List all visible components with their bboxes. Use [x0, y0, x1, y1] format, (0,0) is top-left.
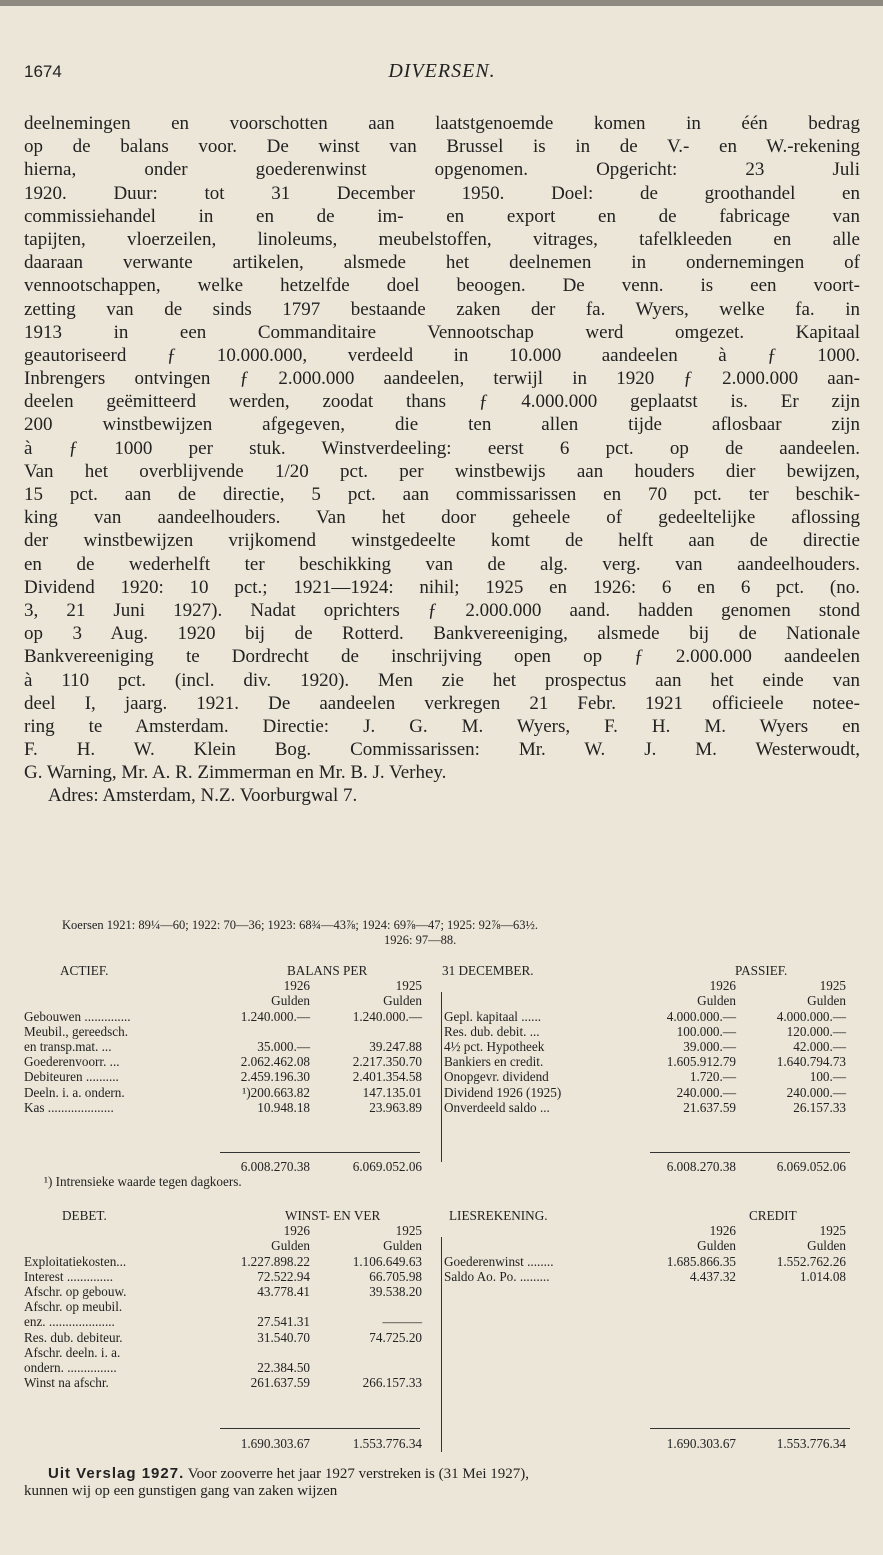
text-line: 15 pct. aan de directie, 5 pct. aan commissarissen en 70 pct. ter beschik- [24, 484, 860, 505]
report-line [24, 1465, 860, 1483]
row-label: en transp.mat. ... [24, 1038, 112, 1054]
text-line: Van het overblijvende 1/20 pct. per winstbewijs aan houders dier bewijzen, [24, 460, 860, 482]
row-label: Deeln. i. a. ondern. [24, 1084, 125, 1100]
unit-label: Gulden [383, 993, 422, 1009]
row-value: 240.000.— [786, 1084, 846, 1100]
text-line: 1913 in een Commanditaire Vennootschap werd omgezet. Kapitaal [24, 321, 860, 343]
pl-title-row [24, 1208, 860, 1223]
table-row [24, 1054, 860, 1069]
balance-title-row [24, 963, 860, 978]
row-label: enz. .................... [24, 1314, 115, 1330]
text-line: zetting van de sinds 1797 bestaande zaken der fa. Wyers, welke fa. in [24, 298, 860, 320]
total-value: 1.690.303.67 [666, 1436, 736, 1451]
unit-label: Gulden [807, 1238, 846, 1254]
balance-divider [441, 992, 442, 1162]
row-value: 26.157.33 [793, 1099, 846, 1115]
row-value: 1.240.000.— [352, 1008, 422, 1024]
text-line: king van aandeelhouders. Van het door geheele of gedeeltelijke aflossing [24, 507, 860, 529]
total-value: 6.069.052.06 [352, 1159, 422, 1174]
pl-title-part: WINST- EN VER [285, 1208, 381, 1223]
row-label: Bankiers en credit. [444, 1054, 544, 1070]
total-rule [220, 1152, 420, 1153]
row-value: 1.720.— [689, 1069, 736, 1085]
row-value: 39.538.20 [369, 1283, 422, 1299]
row-value: 147.135.01 [362, 1084, 422, 1100]
table-row [24, 1069, 860, 1084]
running-title: DIVERSEN. [388, 60, 496, 82]
year-label: 1926 [709, 1223, 736, 1239]
row-value: ¹)200.663.82 [242, 1084, 310, 1100]
row-label: Onopgevr. dividend [444, 1069, 549, 1085]
row-value: 72.522.94 [257, 1268, 310, 1284]
row-label: Saldo Ao. Po. ......... [444, 1268, 550, 1284]
text-line: F. H. W. Klein Bog. Commissarissen: Mr. W. J. M. Westerwoudt, [24, 739, 860, 761]
text-line: deelen geëmitteerd werden, zoodat thans ƒ 4.000.000 geplaatst is. Er zijn [24, 391, 860, 413]
price-history [62, 918, 852, 948]
unit-header-row [24, 993, 860, 1008]
row-value: 1.240.000.— [240, 1008, 310, 1024]
row-value: 1.685.866.35 [666, 1253, 736, 1269]
total-value: 6.008.270.38 [666, 1159, 736, 1174]
row-label: Onverdeeld saldo ... [444, 1099, 550, 1115]
year-label: 1925 [395, 978, 422, 994]
page-header [24, 60, 860, 90]
pl-totals [24, 1436, 860, 1451]
table-row [24, 1345, 860, 1360]
pl-title-part: LIESREKENING. [449, 1208, 548, 1223]
row-label: Winst na afschr. [24, 1375, 109, 1391]
text-line: op 3 Aug. 1920 bij de Rotterd. Bankvereeniging, alsmede bij de Nationale [24, 623, 860, 645]
row-value: 2.062.462.08 [240, 1054, 310, 1070]
row-value: 10.948.18 [257, 1099, 310, 1115]
table-row [24, 1269, 860, 1284]
table-row [24, 1009, 860, 1024]
total-value: 6.069.052.06 [776, 1159, 846, 1174]
row-value: 2.217.350.70 [352, 1054, 422, 1070]
row-value: 21.637.59 [683, 1099, 736, 1115]
report-lead: Uit Verslag 1927. [48, 1465, 185, 1482]
text-line: geautoriseerd ƒ 10.000.000, verdeeld in 10.000 aandeelen à ƒ 1000. [24, 344, 860, 366]
row-value: 240.000.— [676, 1084, 736, 1100]
row-value: 1.552.762.26 [776, 1253, 846, 1269]
unit-header-row [24, 1238, 860, 1253]
text-line: 200 winstbewijzen afgegeven, die ten allen tijde aflosbaar zijn [24, 414, 860, 436]
text-line: 1920. Duur: tot 31 December 1950. Doel: de groothandel en [24, 182, 860, 204]
year-label: 1926 [283, 978, 310, 994]
debet-heading: DEBET. [62, 1208, 107, 1223]
table-row [24, 1299, 860, 1314]
text-line: hierna, onder goederenwinst opgenomen. Opgericht: 23 Juli [24, 159, 860, 181]
year-header-row [24, 978, 860, 993]
row-value: 74.725.20 [369, 1329, 422, 1345]
row-value: 4.437.32 [689, 1268, 736, 1284]
actief-heading: ACTIEF. [60, 963, 109, 978]
year-label: 1925 [395, 1223, 422, 1239]
profit-loss-account [24, 1208, 860, 1390]
row-value: 1.605.912.79 [666, 1054, 736, 1070]
table-row [24, 1360, 860, 1375]
text-line: 3, 21 Juni 1927). Nadat oprichters ƒ 2.000.000 aand. hadden genomen stond [24, 599, 860, 621]
row-value: 4.000.000.— [776, 1008, 846, 1024]
row-value: 23.963.89 [369, 1099, 422, 1115]
row-label: Interest .............. [24, 1268, 113, 1284]
total-value: 1.553.776.34 [776, 1436, 846, 1451]
text-line: G. Warning, Mr. A. R. Zimmerman en Mr. B. J. Verhey. [24, 762, 447, 784]
row-value: 261.637.59 [250, 1375, 310, 1391]
row-value: 4.000.000.— [666, 1008, 736, 1024]
unit-label: Gulden [697, 1238, 736, 1254]
row-label: Dividend 1926 (1925) [444, 1084, 562, 1100]
row-label: Afschr. deeln. i. a. [24, 1344, 121, 1360]
balance-totals [24, 1159, 860, 1189]
row-label: Res. dub. debiteur. [24, 1329, 123, 1345]
row-value: 1.014.08 [799, 1268, 846, 1284]
text-line: en de wederhelft ter beschikking van de alg. verg. van aandeelhouders. [24, 553, 860, 575]
row-value: 42.000.— [793, 1038, 846, 1054]
price-history-line: 1926: 97—88. [384, 933, 457, 947]
row-value: 39.000.— [683, 1038, 736, 1054]
row-value: 2.459.196.30 [240, 1069, 310, 1085]
page-top-border [0, 0, 883, 6]
total-value: 6.008.270.38 [240, 1159, 310, 1174]
table-row [24, 1085, 860, 1100]
text-line: deel I, jaarg. 1921. De aandeelen verkregen 21 Febr. 1921 officieele notee- [24, 692, 860, 714]
text-line: tapijten, vloerzeilen, linoleums, meubelstoffen, vitrages, tafelkleeden en alle [24, 228, 860, 250]
year-label: 1925 [819, 978, 846, 994]
row-label: ondern. ............... [24, 1359, 117, 1375]
row-value: 100.000.— [676, 1023, 736, 1039]
unit-label: Gulden [271, 1238, 310, 1254]
table-row [24, 1375, 860, 1390]
text-line: op de balans voor. De winst van Brussel is in de V.- en W.-rekening [24, 136, 860, 158]
row-label: Gebouwen .............. [24, 1008, 131, 1024]
company-description [24, 112, 860, 808]
row-label: Exploitatiekosten... [24, 1253, 127, 1269]
table-row [24, 1330, 860, 1345]
total-rule [650, 1152, 850, 1153]
year-label: 1925 [819, 1223, 846, 1239]
text-line: ring te Amsterdam. Directie: J. G. M. Wyers, F. H. M. Wyers en [24, 715, 860, 737]
balance-sheet [24, 963, 860, 1115]
row-value: 22.384.50 [257, 1359, 310, 1375]
row-label: Meubil., gereedsch. [24, 1023, 128, 1039]
table-row [24, 1100, 860, 1115]
table-row [24, 1254, 860, 1269]
row-label: Debiteuren .......... [24, 1069, 119, 1085]
text-line: Bankvereeniging te Dordrecht de inschrijving open op ƒ 2.000.000 aandeelen [24, 646, 860, 668]
unit-label: Gulden [697, 993, 736, 1009]
row-value: 120.000.— [786, 1023, 846, 1039]
row-value: 1.227.898.22 [240, 1253, 310, 1269]
total-rule [220, 1428, 420, 1429]
row-value: 39.247.88 [369, 1038, 422, 1054]
text-line: deelnemingen en voorschotten aan laatstgenoemde komen in één bedrag [24, 113, 860, 134]
row-label: Res. dub. debit. ... [444, 1023, 540, 1039]
text-line: vennootschappen, welke hetzelfde doel beoogen. De venn. is een voort- [24, 275, 860, 297]
year-header-row [24, 1223, 860, 1238]
pl-divider [441, 1237, 442, 1452]
row-value: 27.541.31 [257, 1314, 310, 1330]
row-label: Gepl. kapitaal ...... [444, 1008, 542, 1024]
text-line: Dividend 1920: 10 pct.; 1921—1924: nihil; 1925 en 1926: 6 en 6 pct. (no. [24, 576, 860, 598]
footnote: ¹) Intrensieke waarde tegen dagkoers. [44, 1174, 242, 1190]
row-value: 2.401.354.58 [352, 1069, 422, 1085]
row-value: 1.106.649.63 [352, 1253, 422, 1269]
balance-title-part: BALANS PER [287, 963, 368, 978]
unit-label: Gulden [271, 993, 310, 1009]
balance-title-part: 31 DECEMBER. [442, 963, 534, 978]
table-row [24, 1314, 860, 1329]
unit-label: Gulden [807, 993, 846, 1009]
report-line: kunnen wij op een gunstigen gang van zaken wijzen [24, 1482, 338, 1499]
report-excerpt [24, 1465, 860, 1500]
row-value: 1.640.794.73 [776, 1054, 846, 1070]
total-value: 1.553.776.34 [352, 1436, 422, 1451]
page-number: 1674 [24, 62, 62, 81]
year-label: 1926 [709, 978, 736, 994]
row-value: 100.— [809, 1069, 846, 1085]
text-line: der winstbewijzen vrijkomend winstgedeelte komt de helft aan de directie [24, 530, 860, 552]
row-label: Afschr. op gebouw. [24, 1283, 127, 1299]
year-label: 1926 [283, 1223, 310, 1239]
report-text: Voor zooverre het jaar 1927 verstreken is (31 Mei 1927), [187, 1466, 530, 1482]
passief-heading: PASSIEF. [735, 963, 788, 978]
row-label: Afschr. op meubil. [24, 1299, 123, 1315]
table-row [24, 1039, 860, 1054]
row-value: 31.540.70 [257, 1329, 310, 1345]
row-label: Goederenvoorr. ... [24, 1054, 120, 1070]
row-label: Goederenwinst ........ [444, 1253, 554, 1269]
row-label: Kas .................... [24, 1099, 114, 1115]
text-line: commissiehandel in en de im- en export en de fabricage van [24, 205, 860, 227]
text-line: Adres: Amsterdam, N.Z. Voorburgwal 7. [48, 785, 358, 807]
table-row [24, 1284, 860, 1299]
price-history-line: Koersen 1921: 89¼—60; 1922: 70—36; 1923: 68¾—43⅞; 1924: 69⅞—47; 1925: 92⅞—63½. [62, 918, 539, 932]
row-value: 266.157.33 [362, 1375, 422, 1391]
row-value: ——— [382, 1314, 422, 1330]
row-value: 35.000.— [257, 1038, 310, 1054]
row-label: 4½ pct. Hypotheek [444, 1038, 545, 1054]
credit-heading: CREDIT [749, 1208, 797, 1223]
text-line: à 110 pct. (incl. div. 1920). Men zie het prospectus aan het einde van [24, 669, 860, 691]
table-row [24, 1024, 860, 1039]
row-value: 66.705.98 [369, 1268, 422, 1284]
row-value: 43.778.41 [257, 1283, 310, 1299]
unit-label: Gulden [383, 1238, 422, 1254]
total-value: 1.690.303.67 [240, 1436, 310, 1451]
text-line: daaraan verwante artikelen, alsmede het deelnemen in ondernemingen of [24, 252, 860, 274]
total-rule [650, 1428, 850, 1429]
text-line: à ƒ 1000 per stuk. Winstverdeeling: eerst 6 pct. op de aandeelen. [24, 437, 860, 459]
text-line: Inbrengers ontvingen ƒ 2.000.000 aandeelen, terwijl in 1920 ƒ 2.000.000 aan- [24, 368, 860, 390]
